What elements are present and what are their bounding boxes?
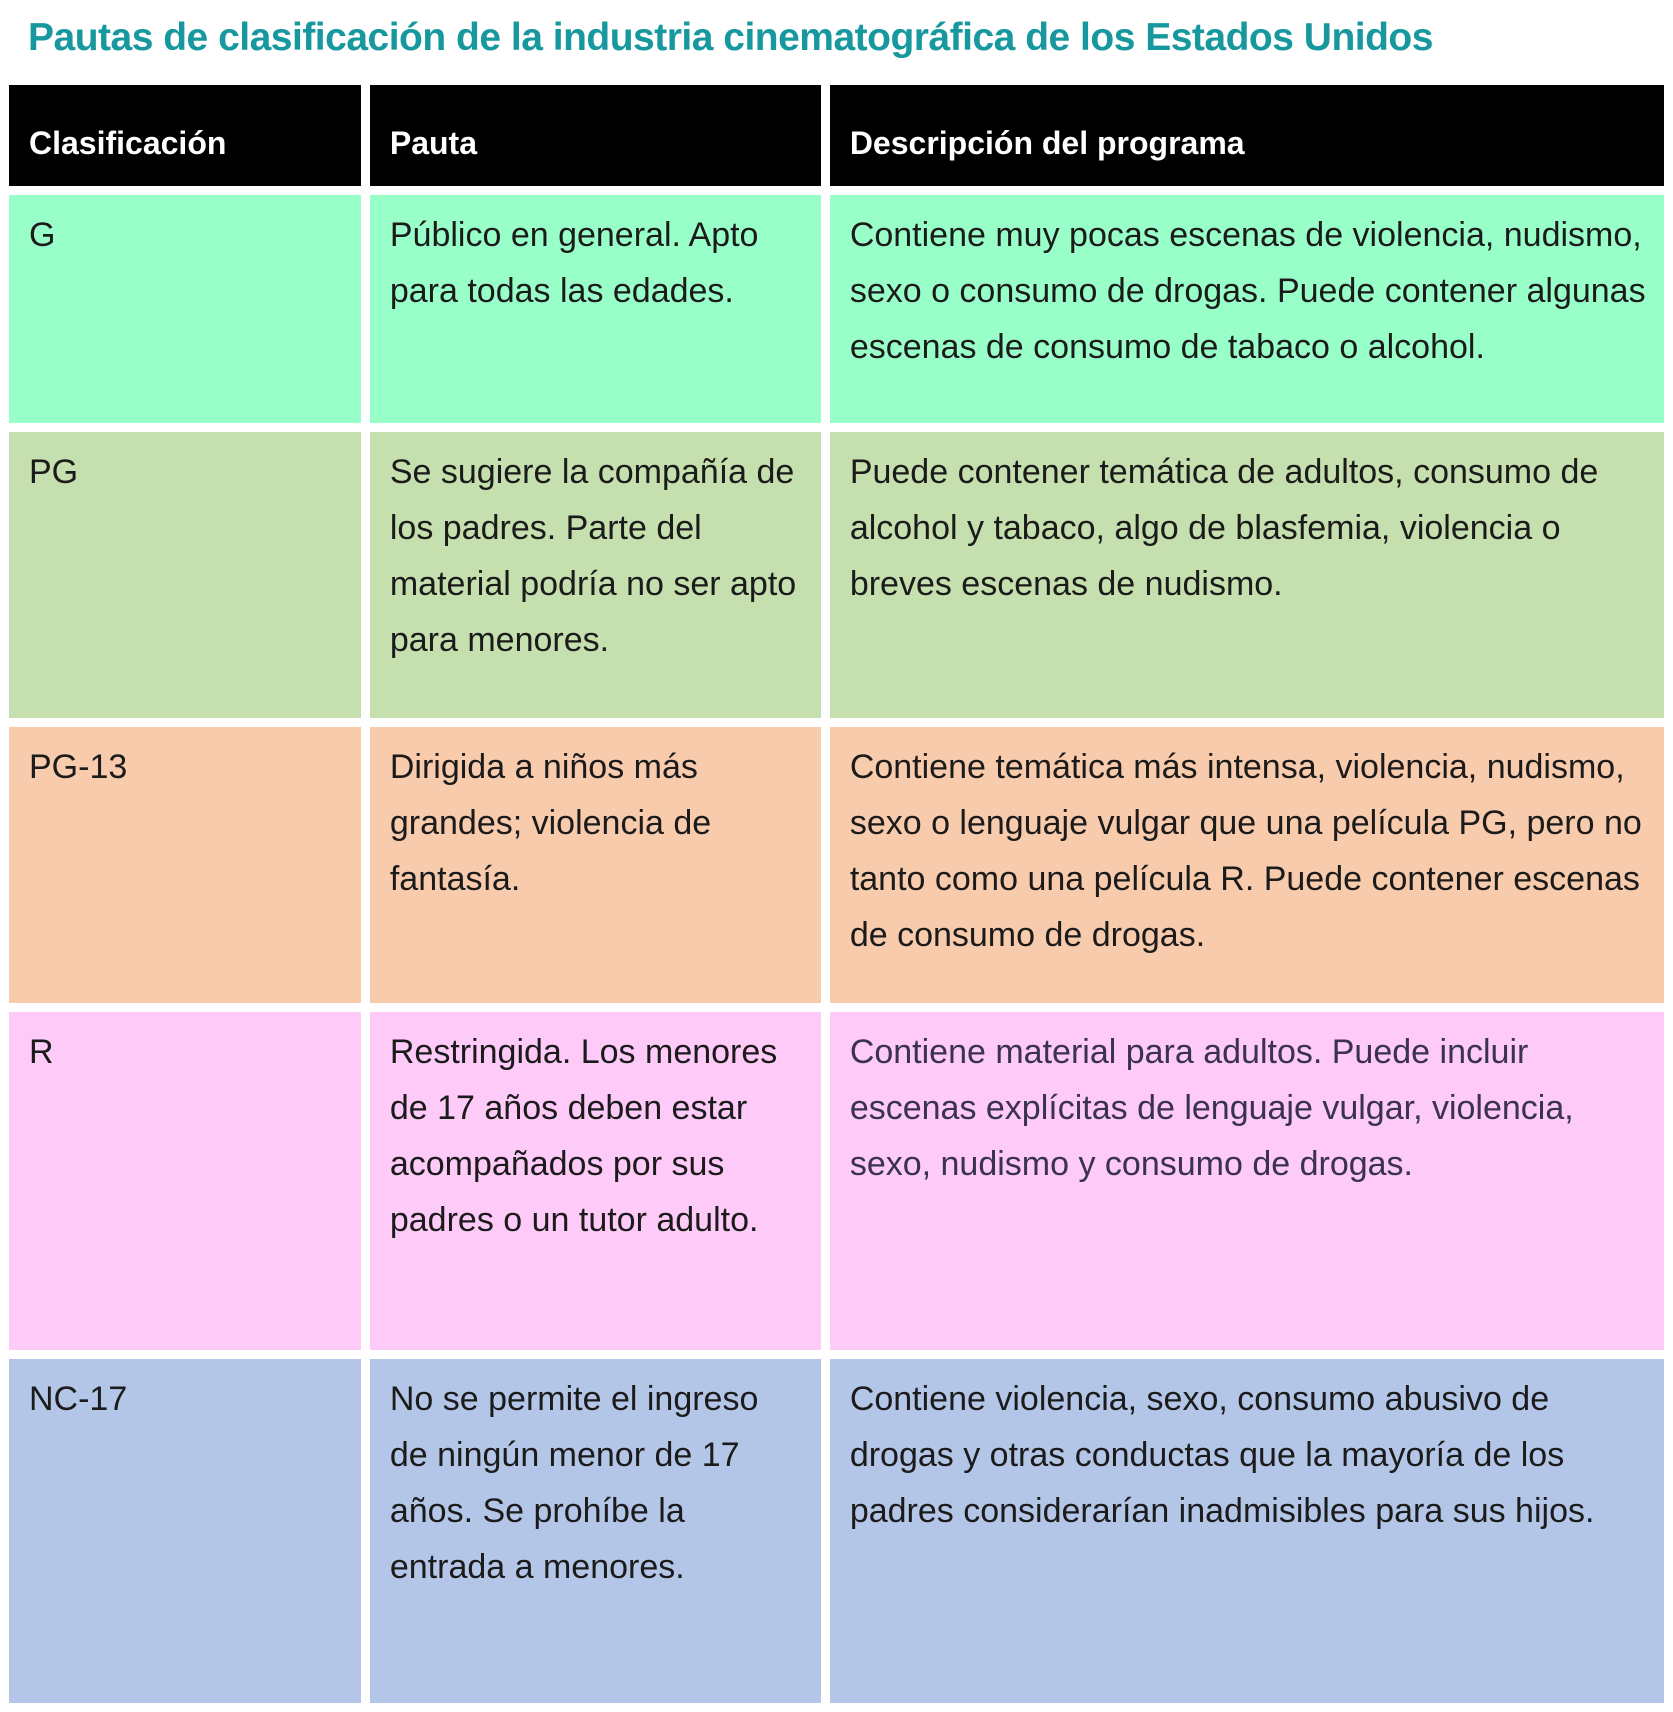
rating-cell: PG-13 xyxy=(9,727,361,1003)
description-cell: Contiene muy pocas escenas de violencia, nudismo, sexo o consumo de drogas. Puede contener algunas escenas de consumo de tabaco o alcohol. xyxy=(830,195,1664,423)
header-descripcion: Descripción del programa xyxy=(830,85,1664,186)
rating-cell: PG xyxy=(9,432,361,718)
page-title: Pautas de clasificación de la industria cinematográfica de los Estados Unidos xyxy=(28,16,1433,59)
description-cell: Contiene temática más intensa, violencia, nudismo, sexo o lenguaje vulgar que una película PG, pero no tanto como una película R. Puede contener escenas de consumo de drogas. xyxy=(830,727,1664,1003)
guideline-cell: Público en general. Apto para todas las edades. xyxy=(370,195,821,423)
table-row xyxy=(9,1359,1664,1703)
guideline-cell: Se sugiere la compañía de los padres. Parte del material podría no ser apto para menores. xyxy=(370,432,821,718)
rating-cell: R xyxy=(9,1012,361,1350)
description-cell: Contiene violencia, sexo, consumo abusivo de drogas y otras conductas que la mayoría de los padres considerarían inadmisibles para sus hijos. xyxy=(830,1359,1664,1703)
rating-cell: G xyxy=(9,195,361,423)
table-row xyxy=(9,195,1664,423)
description-cell: Contiene material para adultos. Puede incluir escenas explícitas de lenguaje vulgar, violencia, sexo, nudismo y consumo de drogas. xyxy=(830,1012,1664,1350)
table-row xyxy=(9,1012,1664,1350)
guideline-cell: Dirigida a niños más grandes; violencia de fantasía. xyxy=(370,727,821,1003)
guideline-cell: Restringida. Los menores de 17 años deben estar acompañados por sus padres o un tutor adulto. xyxy=(370,1012,821,1350)
rating-cell: NC-17 xyxy=(9,1359,361,1703)
description-cell: Puede contener temática de adultos, consumo de alcohol y tabaco, algo de blasfemia, violencia o breves escenas de nudismo. xyxy=(830,432,1664,718)
header-pauta: Pauta xyxy=(370,85,821,186)
ratings-table xyxy=(0,76,1673,1712)
header-clasificacion: Clasificación xyxy=(9,85,361,186)
guideline-cell: No se permite el ingreso de ningún menor de 17 años. Se prohíbe la entrada a menores. xyxy=(370,1359,821,1703)
header-row xyxy=(9,85,1664,186)
table-row xyxy=(9,432,1664,718)
table-row xyxy=(9,727,1664,1003)
